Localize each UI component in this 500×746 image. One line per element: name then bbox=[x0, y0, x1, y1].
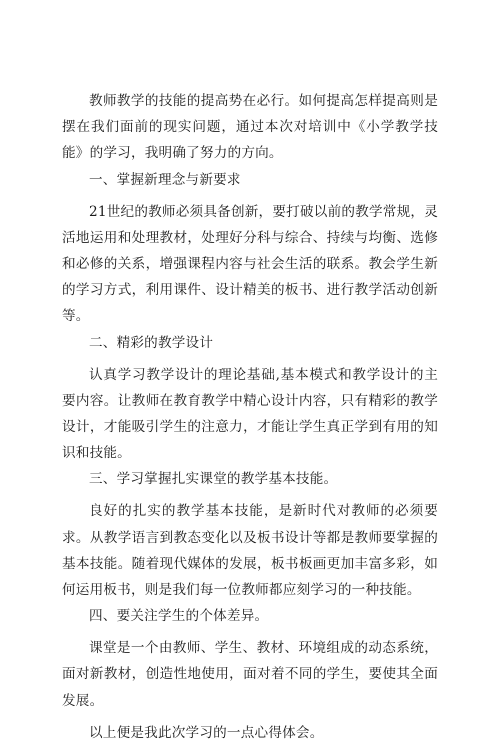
section-body-1: 21世纪的教师必须具备创新，要打破以前的教学常规，灵活地运用和处理教材，处理好分科与综合、持续与均衡、选修和必修的关系，增强课程内容与社会生活的联系。教会学生新的学习方式，利用课件、设计精美的板书、进行教学活动创新等。 bbox=[62, 203, 438, 325]
section-heading-4: 四、要关注学生的个体差异。 bbox=[89, 608, 269, 625]
section-heading-1: 一、掌握新理念与新要求 bbox=[89, 171, 241, 188]
closing-paragraph: 以上便是我此次学习的一点心得体会。 bbox=[89, 724, 324, 741]
section-body-3: 良好的扎实的教学基本技能，是新时代对教师的必须要求。从教学语言到教态变化以及板书设计等都是教师要掌握的基本技能。随着现代媒体的发展，板书板画更加丰富多彩，如何运用板书，则是我们每一位教师都应刻学习的一种技能。 bbox=[62, 503, 438, 599]
section-heading-3: 三、学习掌握扎实课堂的教学基本技能。 bbox=[89, 471, 338, 488]
section-heading-2: 二、精彩的教学设计 bbox=[89, 334, 214, 351]
section-body-2: 认真学习教学设计的理论基础,基本模式和教学设计的主要内容。让教师在教育教学中精心设计内容，只有精彩的教学设计，才能吸引学生的注意力，才能让学生真正学到有用的知识和技能。 bbox=[62, 366, 438, 462]
section-body-4: 课堂是一个由教师、学生、教材、环境组成的动态系统，面对新教材，创造性地使用，面对着不同的学生，要使其全面发展。 bbox=[62, 640, 438, 709]
intro-paragraph: 教师教学的技能的提高势在必行。如何提高怎样提高则是摆在我们面前的现实问题，通过本次对培训中《小学教学技能》的学习，我明确了努力的方向。 bbox=[62, 93, 438, 162]
document-body bbox=[62, 88, 438, 746]
